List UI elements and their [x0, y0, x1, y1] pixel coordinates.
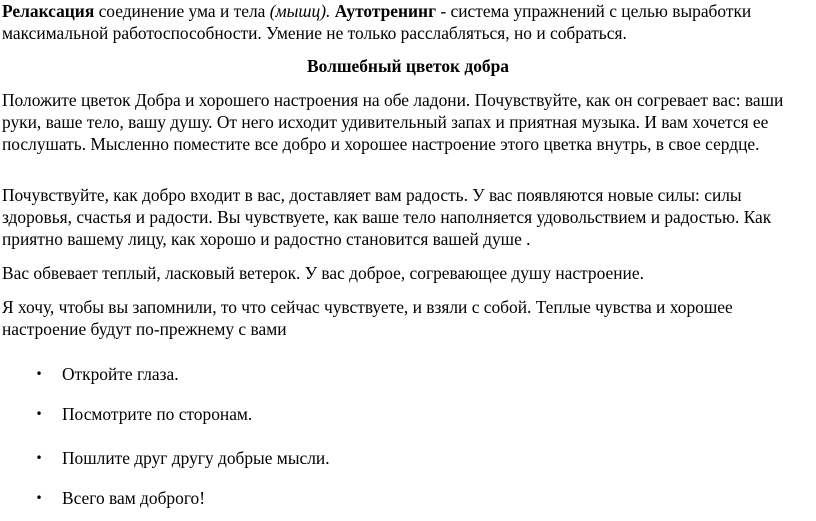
list-item — [2, 403, 814, 425]
paragraph-1: Положите цветок Добра и хорошего настроения на обе ладони. Почувствуйте, как он согревает вас: ваши руки, ваше тело, вашу душу. От него исходит удивительный запах и приятная музыка. И вам хочется ее послушать. Мысленно поместите все добро и хорошее настроение этого цветка внутрь, в свое сердце. — [2, 90, 784, 154]
list-item — [2, 487, 814, 509]
term-relaxation: Релаксация — [2, 1, 95, 21]
list-item-text: Посмотрите по сторонам. — [62, 404, 253, 424]
list-item — [2, 363, 814, 385]
intro-text-1: соединение ума и тела — [94, 1, 270, 21]
term-autotraining: Аутотренинг — [334, 1, 436, 21]
paragraph-3: Вас обвевает теплый, ласковый ветерок. У вас доброе, согревающее душу настроение. — [2, 263, 644, 283]
section-title: Волшебный цветок добра — [307, 56, 509, 76]
bullet-icon: • — [35, 451, 43, 465]
intro-paragraph — [2, 0, 814, 44]
paragraph-2: Почувствуйте, как добро входит в вас, доставляет вам радость. У вас появляются новые силы: силы здоровья, счастья и радости. Вы чувствуете, как ваше тело наполняется удовольствием и радостью. Как приятно вашему лицу, как хорошо и радостно становится вашей душе . — [2, 185, 772, 249]
list-item-text: Всего вам доброго! — [62, 488, 206, 508]
term-relaxation-note: (мышц). — [269, 1, 331, 21]
list-item-text: Пошлите друг другу добрые мысли. — [62, 448, 330, 468]
bullet-icon: • — [35, 367, 43, 381]
list-item-text: Откройте глаза. — [62, 364, 179, 384]
paragraph-4: Я хочу, чтобы вы запомнили, то что сейчас чувствуете, и взяли с собой. Теплые чувства и хорошее настроение будут по-прежнему с вами — [2, 297, 733, 339]
bullet-icon: • — [35, 491, 43, 505]
list-item — [2, 447, 814, 469]
bullet-icon: • — [35, 407, 43, 421]
intro-text-2: - система упражнений с целью выработки максимальной работоспособности. Умение не только расслабляться, но и собраться. — [2, 1, 752, 43]
